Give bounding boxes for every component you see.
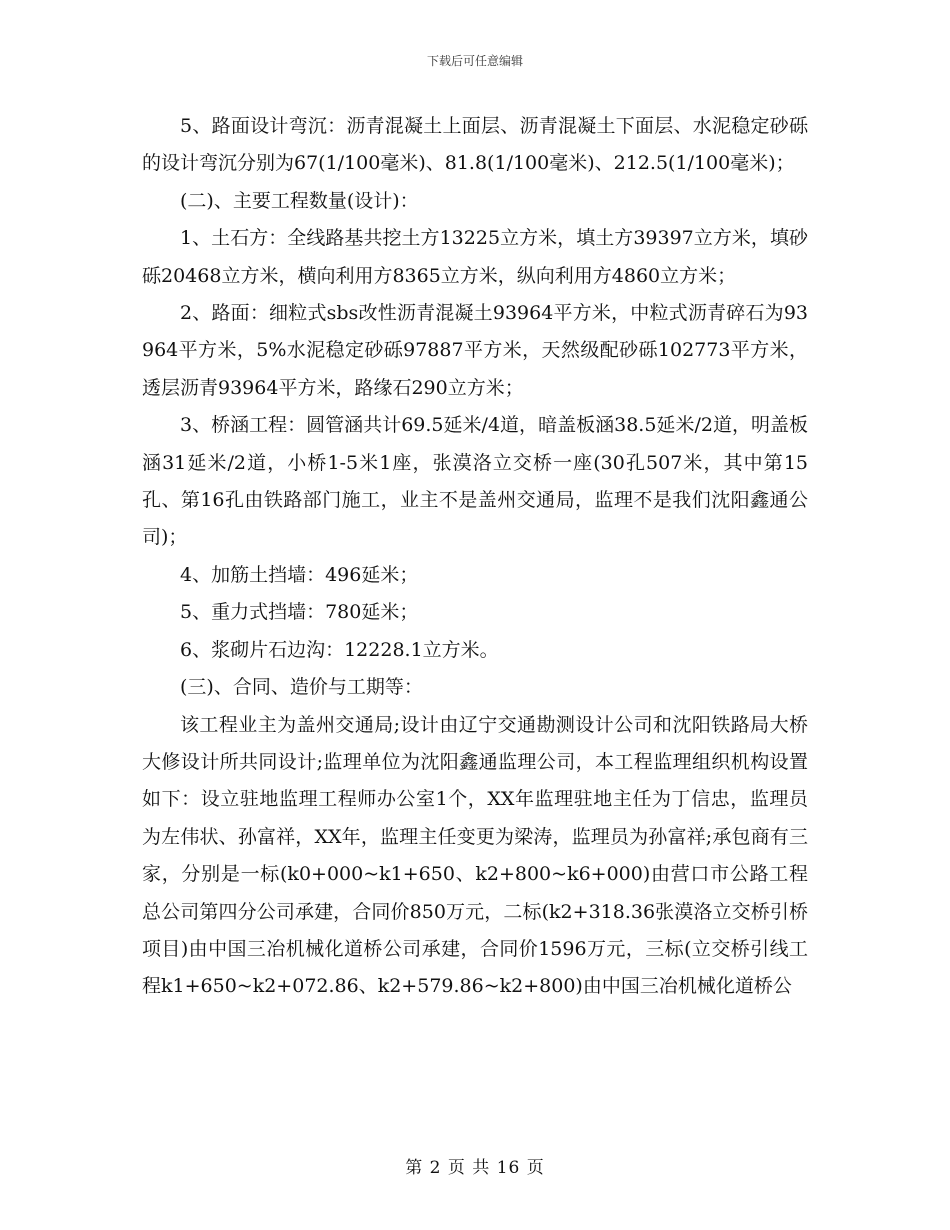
page-footer-number: 第 2 页 共 16 页 [405, 1158, 545, 1178]
paragraph-contract-details: 该工程业主为盖州交通局;设计由辽宁交通勘测设计公司和沈阳铁路局大桥大修设计所共同设计;监理单位为沈阳鑫通监理公司，本工程监理组织机构设置如下：设立驻地监理工程师办公室1个，XX年监理驻地主任为丁信忠，监理员为左伟状、孙富祥，XX年，监理主任变更为梁涛，监理员为孙富祥;承包商有三家，分别是一标(k0+000~k1+650、k2+800~k6+000)由营口市公路工程总公司第四分公司承建，合同价850万元，二标(k2+318.36张漠洛立交桥引桥项目)由中国三冶机械化道桥公司承建，合同价1596万元，三标(立交桥引线工程k1+650~k2+072.86、k2+579.86~k2+800)由中国三冶机械化道桥公 [142, 713, 808, 998]
paragraph-ditch: 6、浆砌片石边沟：12228.1立方米。 [180, 638, 499, 661]
paragraph-pavement: 2、路面：细粒式sbs改性沥青混凝土93964平方米，中粒式沥青碎石为93964平方米，5%水泥稳定砂砾97887平方米，天然级配砂砾102773平方米，透层沥青93964平方米，路缘石290立方米； [142, 302, 808, 399]
paragraph-gravity-wall: 5、重力式挡墙：780延米； [180, 601, 419, 624]
paragraph-earthwork: 1、土石方：全线路基共挖土方13225立方米，填土方39397立方米，填砂砾20468立方米，横向利用方8365立方米，纵向利用方4860立方米； [142, 227, 808, 287]
section-heading-contract: (三)、合同、造价与工期等： [180, 676, 423, 699]
paragraph-pavement-deflection: 5、路面设计弯沉：沥青混凝土上面层、沥青混凝土下面层、水泥稳定砂砾的设计弯沉分别为67(1/100毫米)、81.8(1/100毫米)、212.5(1/100毫米)； [142, 115, 808, 175]
section-heading-quantities: (二)、主要工程数量(设计)： [180, 189, 419, 212]
page-header-note: 下载后可任意编辑 [426, 54, 523, 68]
paragraph-bridges-culverts: 3、桥涵工程：圆管涵共计69.5延米/4道，暗盖板涵38.5延米/2道，明盖板涵31延米/2道，小桥1-5米1座，张漠洛立交桥一座(30孔507米，其中第15孔、第16孔由铁路部门施工，业主不是盖州交通局，监理不是我们沈阳鑫通公司)； [142, 414, 808, 549]
document-body [142, 108, 808, 1006]
paragraph-reinforced-wall: 4、加筋土挡墙：496延米； [180, 563, 419, 586]
